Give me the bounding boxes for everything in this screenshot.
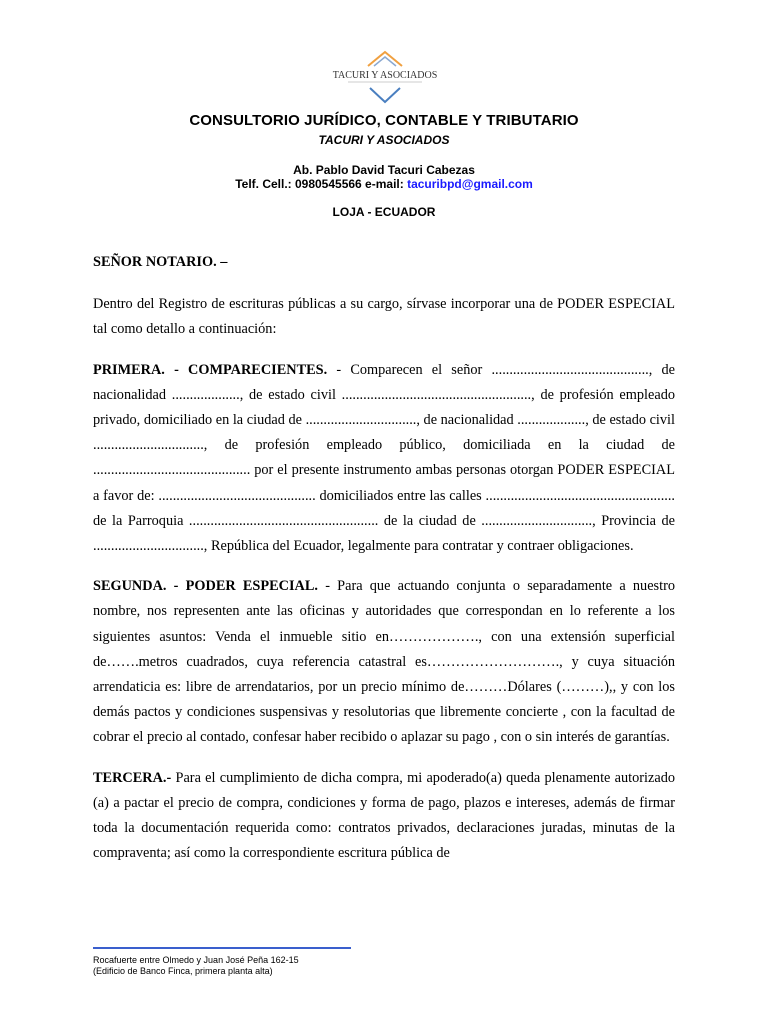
footer-divider xyxy=(93,947,351,949)
footer-address xyxy=(93,955,299,977)
logo-text: TACURI Y ASOCIADOS xyxy=(332,70,438,81)
city-line: LOJA - ECUADOR xyxy=(332,205,436,219)
firm-title: CONSULTORIO JURÍDICO, CONTABLE Y TRIBUTARIO xyxy=(189,112,579,129)
clause-primera-title: PRIMERA. - COMPARECIENTES. xyxy=(93,361,328,378)
contact-line xyxy=(0,177,768,191)
phone-text: Telf. Cell.: 0980545566 e-mail: xyxy=(235,177,408,191)
clause-segunda-title: SEGUNDA. - PODER ESPECIAL. xyxy=(93,578,318,595)
company-logo xyxy=(330,48,440,108)
clause-primera xyxy=(93,358,675,560)
intro-paragraph: Dentro del Registro de escrituras públicas a su cargo, sírvase incorporar una de PODER ESPECIAL tal como detallo a continuación: xyxy=(93,296,675,338)
clause-tercera-text: Para el cumplimiento de dicha compra, mi apoderado(a) queda plenamente autorizado (a) a pactar el precio de compra, condiciones y forma de pago, plazos e intereses, además de firmar toda la documentación requerida como: contratos privados, declaraciones juradas, minutas de la compraventa; así como la correspondiente escritura pública de xyxy=(93,769,675,862)
clause-tercera xyxy=(93,766,675,867)
footer-line-2: (Edificio de Banco Finca, primera planta alta) xyxy=(93,966,273,976)
clause-segunda xyxy=(93,574,675,750)
clause-primera-text: - Comparecen el señor ............................................, de nacionalidad ..................., de estado civil ....................................................., de profesión empleado privado, domiciliado en la ciudad de ..............................., de nacionalidad ..................., de estado civil ..............................., de profesión empleado público, domiciliada en la ciudad de ............................................ por el presente instrumento ambas personas otorgan PODER ESPECIAL a favor de: ............................................ domiciliados entre las calles ..................................................... de la Parroquia ..................................................... de la ciudad de ..............................., Provincia de ..............................., República del Ecuador, legalmente para contratar y contraer obligaciones. xyxy=(93,361,675,555)
lawyer-name: Ab. Pablo David Tacuri Cabezas xyxy=(293,163,475,177)
document-body xyxy=(93,250,675,881)
footer-line-1: Rocafuerte entre Olmedo y Juan José Peña 162-15 xyxy=(93,955,299,965)
clause-segunda-text: - Para que actuando conjunta o separadamente a nuestro nombre, nos representen ante las oficinas y autoridades que correspondan en lo referente a los siguientes asuntos: Venda el inmueble sitio en………………., con una extensión superficial de…….metros cuadrados, cuya referencia catastral es………………………., y cuya situación arrendaticia es: libre de arrendatarios, por un precio mínimo de………Dólares (………),, y con los demás pactos y condiciones suspensivas y resolutorias que libremente concierte , con la facultad de cobrar el precio al contado, confesar haber recibido o aplazar su pago , con o sin interés de garantías. xyxy=(93,578,675,746)
email-link[interactable]: tacuribpd@gmail.com xyxy=(407,177,533,191)
salutation: SEÑOR NOTARIO. – xyxy=(93,254,228,270)
firm-subtitle: TACURI Y ASOCIADOS xyxy=(318,133,450,147)
clause-tercera-title: TERCERA.- xyxy=(93,769,172,786)
